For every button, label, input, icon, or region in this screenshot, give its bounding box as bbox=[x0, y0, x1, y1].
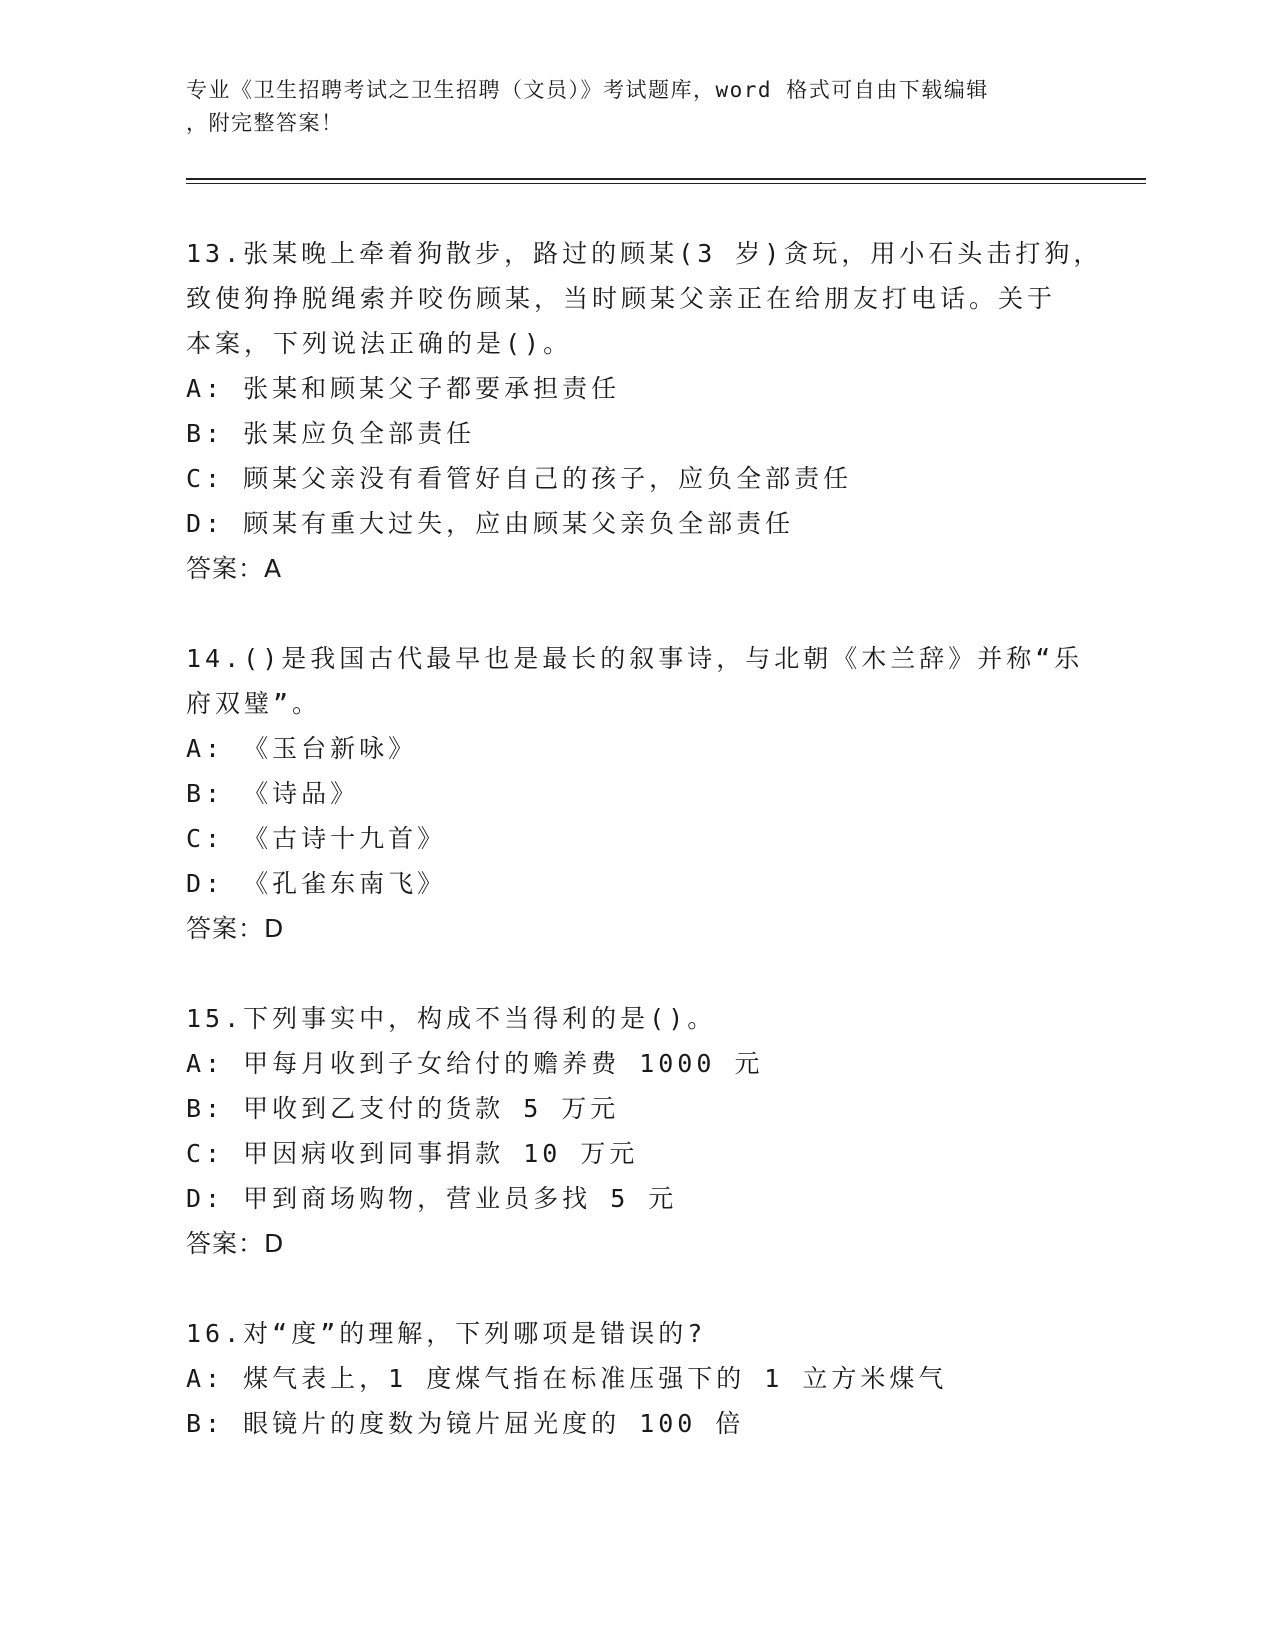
option-b: B: 张某应负全部责任 bbox=[186, 419, 476, 448]
option-a: A: 《玉台新咏》 bbox=[186, 734, 418, 763]
question-text: 13.张某晚上牵着狗散步，路过的顾某(3 岁)贪玩，用小石头击打狗， bbox=[186, 239, 1103, 268]
question-14 bbox=[186, 636, 1086, 951]
option-a: A: 张某和顾某父子都要承担责任 bbox=[186, 374, 621, 403]
question-text: 14.()是我国古代最早也是最长的叙事诗，与北朝《木兰辞》并称“乐 bbox=[186, 644, 1084, 673]
option-a: A: 甲每月收到子女给付的赡养费 1000 元 bbox=[186, 1049, 764, 1078]
header-divider-thin bbox=[186, 183, 1146, 184]
question-list bbox=[186, 231, 1103, 1491]
option-b: B: 甲收到乙支付的货款 5 万元 bbox=[186, 1094, 620, 1123]
option-d: D: 顾某有重大过失，应由顾某父亲负全部责任 bbox=[186, 509, 795, 538]
question-16 bbox=[186, 1311, 1086, 1446]
option-c: C: 顾某父亲没有看管好自己的孩子，应负全部责任 bbox=[186, 464, 853, 493]
option-b: B: 《诗品》 bbox=[186, 779, 360, 808]
option-d: D: 《孔雀东南飞》 bbox=[186, 869, 447, 898]
question-text: 16.对“度”的理解，下列哪项是错误的? bbox=[186, 1319, 707, 1348]
option-c: C: 甲因病收到同事捐款 10 万元 bbox=[186, 1139, 639, 1168]
document-header bbox=[186, 74, 1066, 140]
question-text: 本案，下列说法正确的是()。 bbox=[186, 329, 573, 358]
header-line: 专业《卫生招聘考试之卫生招聘（文员）》考试题库，word 格式可自由下载编辑 bbox=[186, 78, 989, 102]
question-15 bbox=[186, 996, 1086, 1266]
option-a: A: 煤气表上，1 度煤气指在标准压强下的 1 立方米煤气 bbox=[186, 1364, 948, 1393]
question-text: 致使狗挣脱绳索并咬伤顾某，当时顾某父亲正在给朋友打电话。关于 bbox=[186, 284, 1057, 313]
answer-line: 答案：D bbox=[186, 914, 285, 943]
answer-line: 答案：A bbox=[186, 554, 283, 583]
question-13 bbox=[186, 231, 1103, 591]
question-text: 15.下列事实中，构成不当得利的是()。 bbox=[186, 1004, 717, 1033]
answer-line: 答案：D bbox=[186, 1229, 285, 1258]
header-divider-thick bbox=[186, 178, 1146, 180]
option-c: C: 《古诗十九首》 bbox=[186, 824, 447, 853]
option-b: B: 眼镜片的度数为镜片屈光度的 100 倍 bbox=[186, 1409, 745, 1438]
question-text: 府双璧”。 bbox=[186, 689, 322, 718]
option-d: D: 甲到商场购物，营业员多找 5 元 bbox=[186, 1184, 678, 1213]
header-line: ，附完整答案！ bbox=[186, 111, 344, 135]
